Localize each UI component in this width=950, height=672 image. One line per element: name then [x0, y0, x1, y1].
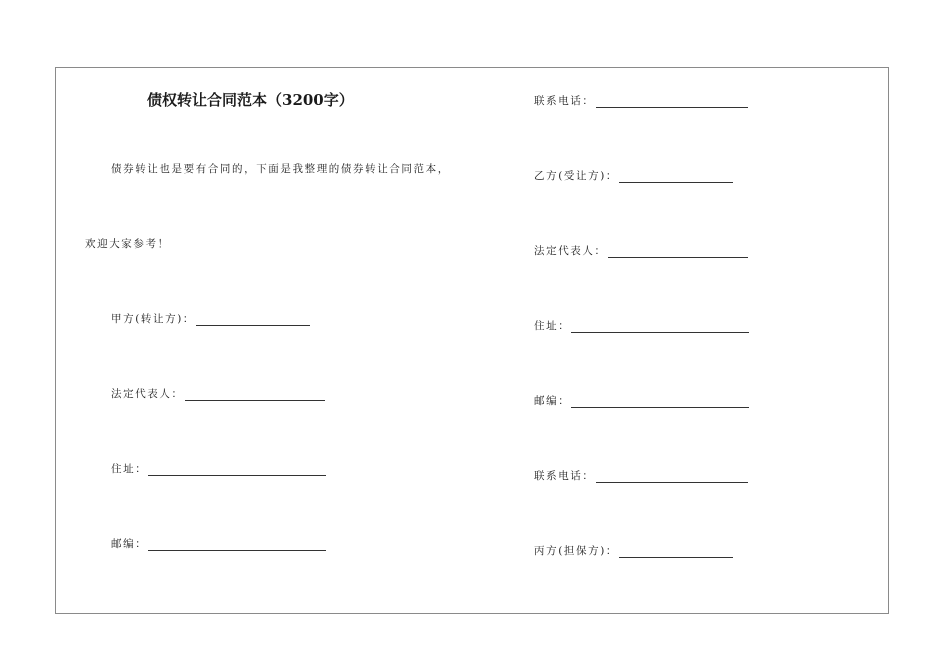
party-a-phone-field: [534, 93, 748, 108]
party-a-blank[interactable]: [196, 314, 310, 326]
party-b-phone-field: [534, 468, 748, 483]
party-a-address-blank[interactable]: [148, 464, 326, 476]
party-a-representative-blank[interactable]: [185, 389, 325, 401]
party-b-representative-label: 法定代表人：: [534, 245, 607, 257]
page-border: [55, 67, 889, 614]
party-b-postcode-blank[interactable]: [571, 396, 749, 408]
party-a-postcode-blank[interactable]: [148, 539, 326, 551]
party-b-postcode-label: 邮编：: [534, 395, 571, 407]
party-a-phone-blank[interactable]: [596, 96, 748, 108]
party-b-address-blank[interactable]: [571, 321, 749, 333]
document-title: 债权转让合同范本（3200字）: [147, 91, 354, 109]
party-b-representative-blank[interactable]: [608, 246, 748, 258]
party-c-blank[interactable]: [619, 546, 733, 558]
party-b-phone-blank[interactable]: [596, 471, 748, 483]
party-a-representative-label: 法定代表人：: [111, 388, 184, 400]
party-b-label: 乙方(受让方)：: [534, 170, 618, 182]
party-b-address-field: [534, 318, 749, 333]
party-b-postcode-field: [534, 393, 749, 408]
party-a-field: [111, 311, 310, 326]
party-b-phone-label: 联系电话：: [534, 470, 595, 482]
party-b-field: [534, 168, 733, 183]
party-b-representative-field: [534, 243, 748, 258]
party-b-blank[interactable]: [619, 171, 733, 183]
party-a-representative-field: [111, 386, 325, 401]
intro-paragraph-line-1: 债券转让也是要有合同的，下面是我整理的债券转让合同范本，: [111, 163, 450, 175]
party-a-postcode-label: 邮编：: [111, 538, 148, 550]
party-a-address-field: [111, 461, 326, 476]
party-a-address-label: 住址：: [111, 463, 148, 475]
party-b-address-label: 住址：: [534, 320, 571, 332]
party-a-postcode-field: [111, 536, 326, 551]
intro-paragraph-line-2: 欢迎大家参考！: [85, 238, 170, 250]
party-c-field: [534, 543, 733, 558]
party-a-phone-label: 联系电话：: [534, 95, 595, 107]
party-a-label: 甲方(转让方)：: [111, 313, 195, 325]
party-c-label: 丙方(担保方)：: [534, 545, 618, 557]
